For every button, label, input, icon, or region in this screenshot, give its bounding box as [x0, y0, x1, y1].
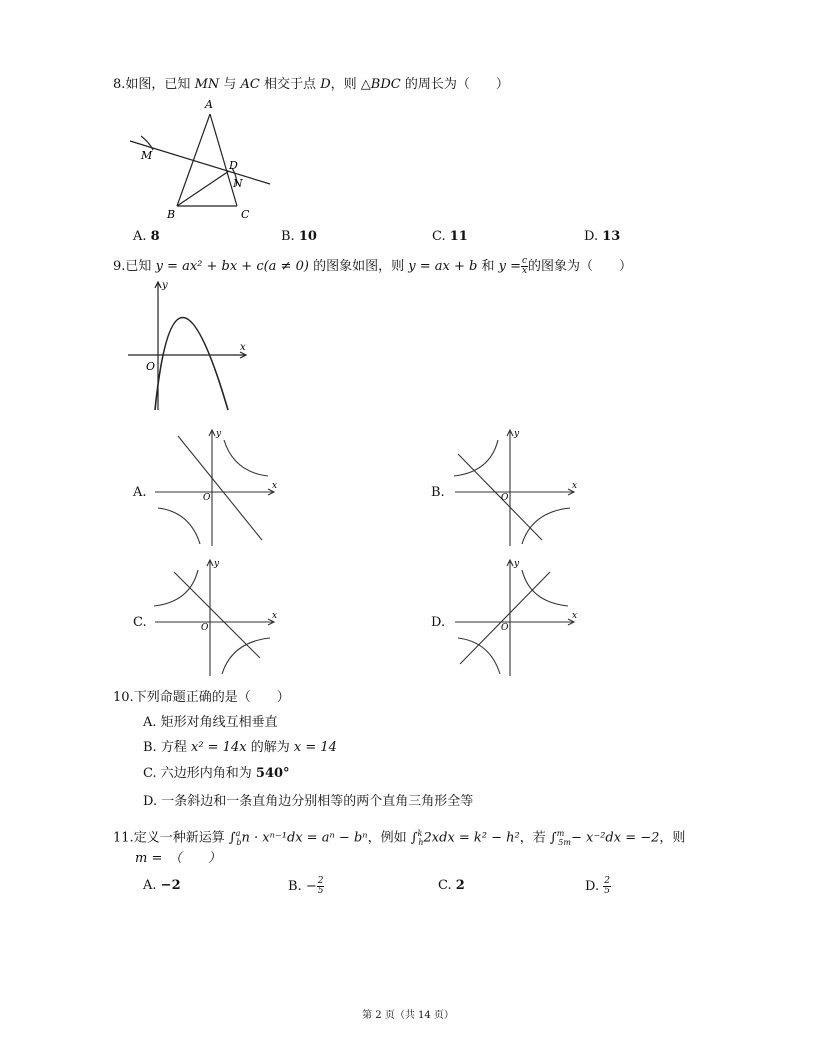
q10-stem: 10.下列命题正确的是（ ） [113, 690, 290, 705]
svg-text:O: O [501, 493, 509, 503]
q9-option-a-graph[interactable] [150, 428, 280, 548]
page-footer: 第 2 页（共 14 页） [362, 1010, 454, 1021]
svg-text:y: y [514, 429, 520, 439]
q9-option-c-graph[interactable] [150, 558, 280, 678]
q9-parabola-graph [128, 280, 258, 415]
q8-number: 8. [113, 77, 126, 92]
q10-option-c[interactable]: C. 六边形内角和为 540° [143, 766, 290, 781]
q9-number: 9. [113, 259, 126, 274]
svg-text:x: x [572, 611, 578, 621]
svg-text:O: O [146, 360, 156, 373]
q11-condition-integral: ∫$^m_{5m}$ [549, 829, 571, 847]
q8-label-n: N [233, 177, 243, 190]
q9-option-c-label[interactable]: C. [133, 615, 147, 630]
q11-option-d[interactable]: D. $\frac{2}{5}$ [585, 876, 610, 896]
q9-option-d-graph[interactable] [450, 558, 580, 678]
q8-label-b: B [167, 208, 176, 221]
q8-figure [125, 96, 285, 226]
svg-text:x: x [272, 611, 278, 621]
q11-definition-integral: ∫$^a_b$ [228, 829, 242, 847]
q10-option-d[interactable]: D. 一条斜边和一条直角边分别相等的两个直角三角形全等 [143, 794, 474, 809]
svg-text:y: y [162, 280, 168, 291]
q9-option-b-label[interactable]: B. [431, 485, 445, 500]
q11-option-c[interactable]: C. 2 [438, 878, 465, 893]
q10-option-b[interactable]: B. 方程 x² = 14x 的解为 x = 14 [143, 740, 337, 755]
svg-text:O: O [203, 493, 211, 503]
svg-text:O: O [501, 623, 509, 633]
q8-stem: 8.如图，已知 MN 与 AC 相交于点 D，则 △BDC 的周长为（ ） [113, 77, 509, 92]
q8-label-a: A [205, 98, 213, 111]
q8-label-c: C [241, 208, 250, 221]
q8-option-b[interactable]: B. 10 [281, 229, 317, 244]
svg-text:y: y [514, 559, 520, 569]
q10-option-a[interactable]: A. 矩形对角线互相垂直 [143, 715, 278, 730]
q9-option-d-label[interactable]: D. [431, 615, 446, 630]
q9-option-b-graph[interactable] [450, 428, 580, 548]
q9-option-a-label[interactable]: A. [133, 485, 147, 500]
q11-example-integral: ∫$^k_h$ [410, 829, 424, 847]
svg-text:x: x [272, 481, 278, 491]
svg-text:y: y [214, 559, 220, 569]
svg-text:y: y [216, 429, 222, 439]
q8-option-c[interactable]: C. 11 [432, 229, 468, 244]
q8-label-d: D [229, 159, 238, 172]
q8-label-m: M [141, 149, 153, 162]
q11-option-b[interactable]: B. − $\frac{2}{5}$ [288, 876, 324, 896]
q9-stem: 9.已知 y = ax² + bx + c(a ≠ 0) 的图象如图，则 y = ax + b 和 y = $\frac{c}{x}$ 的图象为（ ） [113, 256, 633, 276]
q10-number: 10. [113, 690, 134, 705]
svg-text:x: x [240, 342, 246, 353]
q11-stem: 11.定义一种新运算 ∫$^a_b$n · xⁿ⁻¹dx = aⁿ − bⁿ，例如 ∫$^k_h$2xdx = k² − h²，若 ∫$^m_{5m}$− x⁻²dx = −2，则 [113, 825, 685, 852]
svg-text:x: x [572, 481, 578, 491]
q8-option-a[interactable]: A. 8 [133, 229, 160, 244]
q11-stem-line2: m = （ ） [135, 851, 221, 866]
q8-option-d[interactable]: D. 13 [584, 229, 621, 244]
q11-number: 11. [113, 830, 134, 846]
q11-option-a[interactable]: A. −2 [143, 878, 181, 893]
svg-text:O: O [201, 623, 209, 633]
